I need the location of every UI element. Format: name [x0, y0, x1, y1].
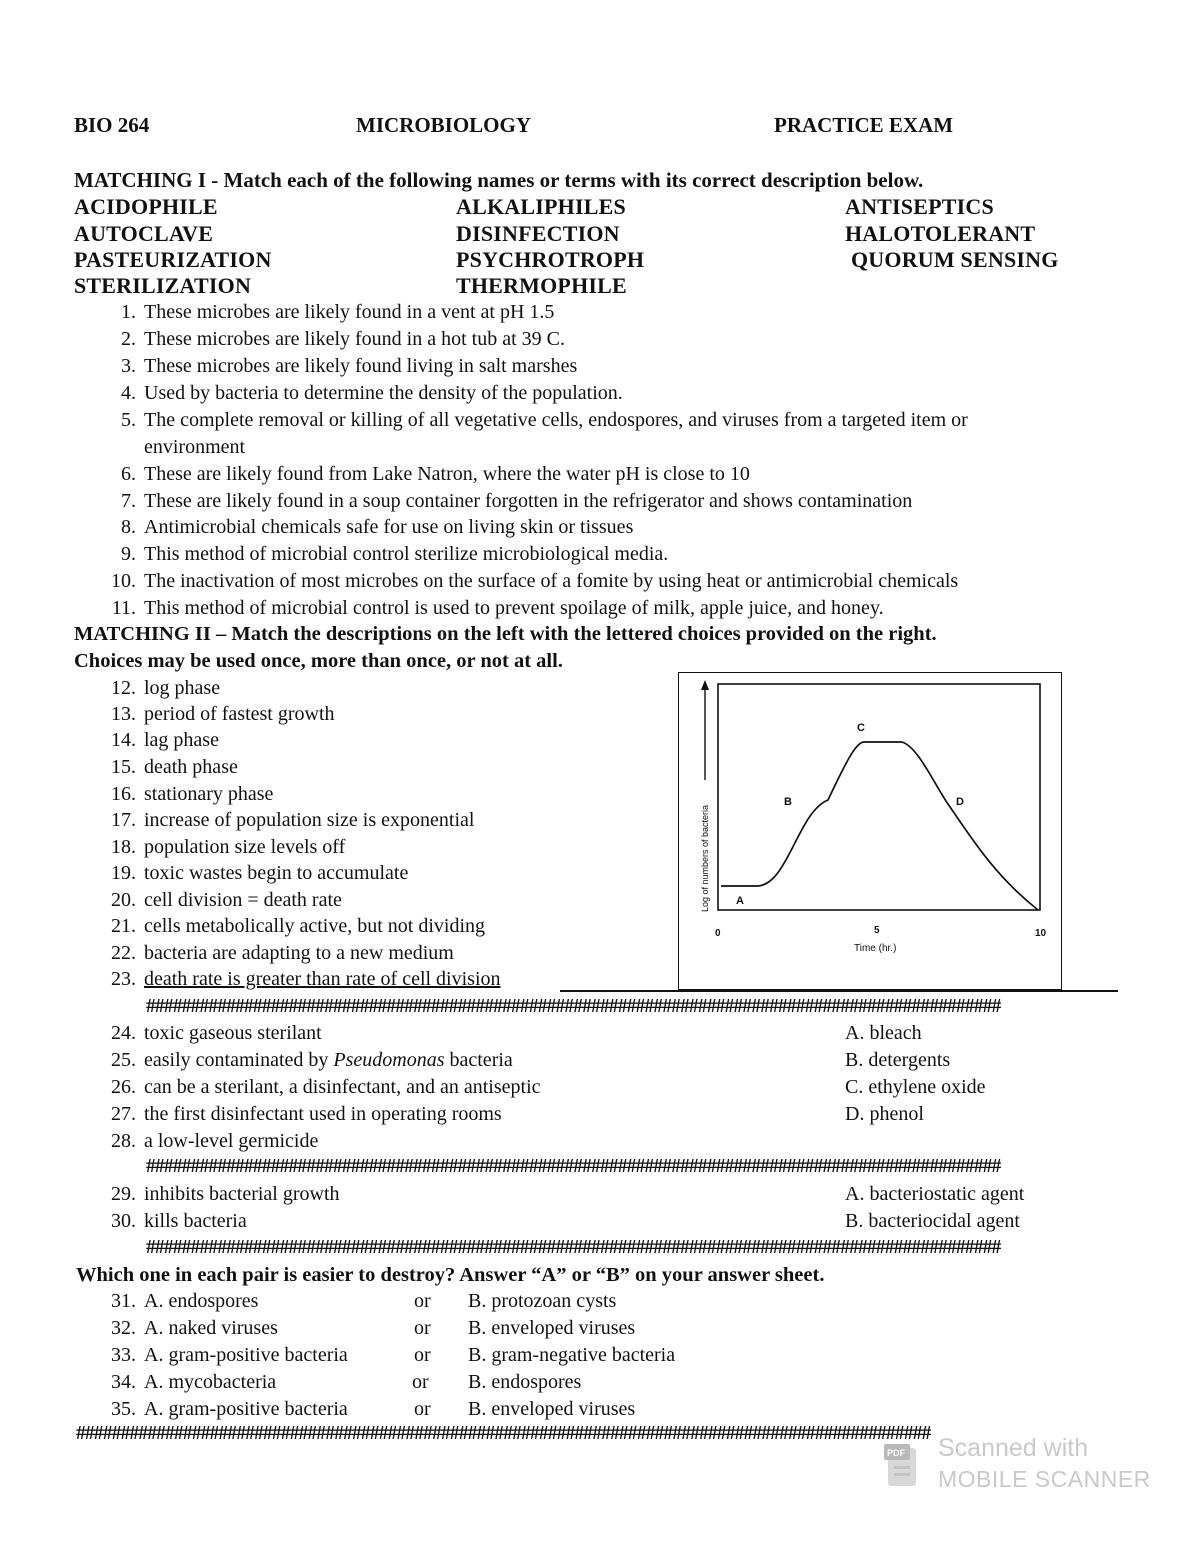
- question-item: 18. population size levels off: [111, 836, 346, 858]
- plot-frame: [718, 684, 1040, 910]
- x-tick-0: 0: [715, 928, 721, 939]
- choice-item: C. ethylene oxide: [845, 1076, 986, 1098]
- question-item: 26. can be a sterilant, a disinfectant, and an antiseptic: [111, 1076, 541, 1098]
- term: ANTISEPTICS: [845, 194, 994, 219]
- question-item: 17. increase of population size is exponential: [111, 809, 475, 831]
- choice-item: A. bacteriostatic agent: [845, 1183, 1025, 1205]
- x-tick-5: 5: [874, 925, 880, 936]
- question-item: 16. stationary phase: [111, 783, 274, 805]
- growth-curve-line: [721, 742, 1038, 910]
- pair-or: or: [414, 1344, 431, 1366]
- question-item: 20. cell division = death rate: [111, 889, 342, 911]
- term: QUORUM SENSING: [851, 247, 1059, 272]
- pair-option-a: 35. A. gram-positive bacteria: [111, 1398, 348, 1420]
- course-code: BIO 264: [74, 113, 150, 137]
- watermark-line2: MOBILE SCANNER: [938, 1466, 1151, 1492]
- question-item: 14. lag phase: [111, 729, 219, 751]
- pairs-heading: Which one in each pair is easier to destroy? Answer “A” or “B” on your answer sheet.: [76, 1264, 825, 1286]
- term: PSYCHROTROPH: [456, 247, 645, 272]
- matching2-heading: MATCHING II – Match the descriptions on the left with the lettered choices provided on the right.: [74, 623, 937, 645]
- question-item: 15. death phase: [111, 756, 238, 778]
- question-item: 30. kills bacteria: [111, 1210, 247, 1232]
- pair-option-b: B. gram-negative bacteria: [468, 1344, 676, 1366]
- question-item: 29. inhibits bacterial growth: [111, 1183, 340, 1205]
- choice-item: B. bacteriocidal agent: [845, 1210, 1020, 1232]
- pair-option-b: B. enveloped viruses: [468, 1398, 636, 1420]
- question-item: 12. log phase: [111, 677, 221, 699]
- pdf-badge-text: PDF: [887, 1448, 905, 1458]
- question-item: 8. Antimicrobial chemicals safe for use on living skin or tissues: [121, 516, 634, 538]
- subject-title: MICROBIOLOGY: [356, 113, 532, 137]
- y-axis-label: Log of numbers of bacteria: [700, 804, 710, 912]
- question-item: 28. a low-level germicide: [111, 1130, 319, 1152]
- x-axis-label: Time (hr.): [854, 943, 897, 954]
- question-item: 5. The complete removal or killing of all vegetative cells, endospores, and viruses from a targeted item or: [121, 409, 968, 431]
- term: DISINFECTION: [456, 221, 620, 246]
- question-item: 24. toxic gaseous sterilant: [111, 1022, 322, 1044]
- pair-or: or: [414, 1398, 431, 1420]
- phase-label-d: D: [956, 796, 964, 808]
- separator-rule: [560, 990, 1118, 992]
- matching2-subheading: Choices may be used once, more than once, or not at all.: [74, 650, 563, 672]
- hash-separator: ################################################################################################: [146, 1156, 1001, 1177]
- exam-title: PRACTICE EXAM: [774, 113, 954, 137]
- hash-separator-final: ################################################################################################: [76, 1423, 931, 1444]
- question-item: 3. These microbes are likely found living in salt marshes: [121, 355, 578, 377]
- question-item: 11. This method of microbial control is used to prevent spoilage of milk, apple juice, and honey.: [111, 597, 884, 619]
- pair-or: or: [414, 1290, 431, 1312]
- term: AUTOCLAVE: [74, 221, 214, 246]
- matching1-heading: MATCHING I - Match each of the following names or terms with its correct description below.: [74, 168, 924, 192]
- question-item: 6. These are likely found from Lake Natron, where the water pH is close to 10: [121, 463, 750, 485]
- phase-label-b: B: [784, 796, 792, 808]
- pair-or: or: [412, 1371, 429, 1393]
- term: HALOTOLERANT: [845, 221, 1036, 246]
- question-item: 27. the first disinfectant used in operating rooms: [111, 1103, 502, 1125]
- term: ACIDOPHILE: [74, 194, 218, 219]
- pair-option-a: 33. A. gram-positive bacteria: [111, 1344, 348, 1366]
- choice-item: A. bleach: [845, 1022, 922, 1044]
- choice-item: D. phenol: [845, 1103, 924, 1125]
- question-item: 25. easily contaminated by Pseudomonas bacteria: [111, 1049, 513, 1071]
- phase-label-a: A: [736, 895, 744, 907]
- phase-label-c: C: [857, 722, 865, 734]
- question-continuation: environment: [144, 436, 246, 458]
- pair-option-a: 32. A. naked viruses: [111, 1317, 278, 1339]
- question-item: 19. toxic wastes begin to accumulate: [111, 862, 409, 884]
- question-item: 9. This method of microbial control sterilize microbiological media.: [121, 543, 669, 565]
- y-arrow-head: [701, 680, 709, 690]
- pdf-document-icon: [884, 1440, 920, 1490]
- question-item: 22. bacteria are adapting to a new medium: [111, 942, 454, 964]
- hash-separator: ################################################################################################: [146, 1237, 1001, 1258]
- question-item: 4. Used by bacteria to determine the density of the population.: [121, 382, 623, 404]
- choice-item: B. detergents: [845, 1049, 951, 1071]
- pair-or: or: [414, 1317, 431, 1339]
- x-tick-10: 10: [1035, 928, 1047, 939]
- pair-option-b: B. enveloped viruses: [468, 1317, 636, 1339]
- term: ALKALIPHILES: [456, 194, 626, 219]
- term: STERILIZATION: [74, 273, 252, 298]
- growth-curve-graph: [678, 672, 1062, 990]
- pair-option-a: 34. A. mycobacteria: [111, 1371, 277, 1393]
- term: PASTEURIZATION: [74, 247, 272, 272]
- term: THERMOPHILE: [456, 273, 627, 298]
- question-item: 21. cells metabolically active, but not dividing: [111, 915, 486, 937]
- question-item: 13. period of fastest growth: [111, 703, 335, 725]
- pair-option-b: B. protozoan cysts: [468, 1290, 617, 1312]
- hash-separator: ################################################################################################: [146, 996, 1001, 1017]
- pair-option-a: 31. A. endospores: [111, 1290, 259, 1312]
- question-item: 1. These microbes are likely found in a vent at pH 1.5: [121, 301, 555, 323]
- question-item: 7. These are likely found in a soup container forgotten in the refrigerator and shows contamination: [121, 490, 913, 512]
- question-item: 2. These microbes are likely found in a hot tub at 39 C.: [121, 328, 566, 350]
- question-item: 10. The inactivation of most microbes on the surface of a fomite by using heat or antimicrobial chemicals: [111, 570, 959, 592]
- question-item: 23. death rate is greater than rate of cell division: [111, 968, 501, 990]
- pair-option-b: B. endospores: [468, 1371, 582, 1393]
- watermark-line1: Scanned with: [938, 1434, 1089, 1462]
